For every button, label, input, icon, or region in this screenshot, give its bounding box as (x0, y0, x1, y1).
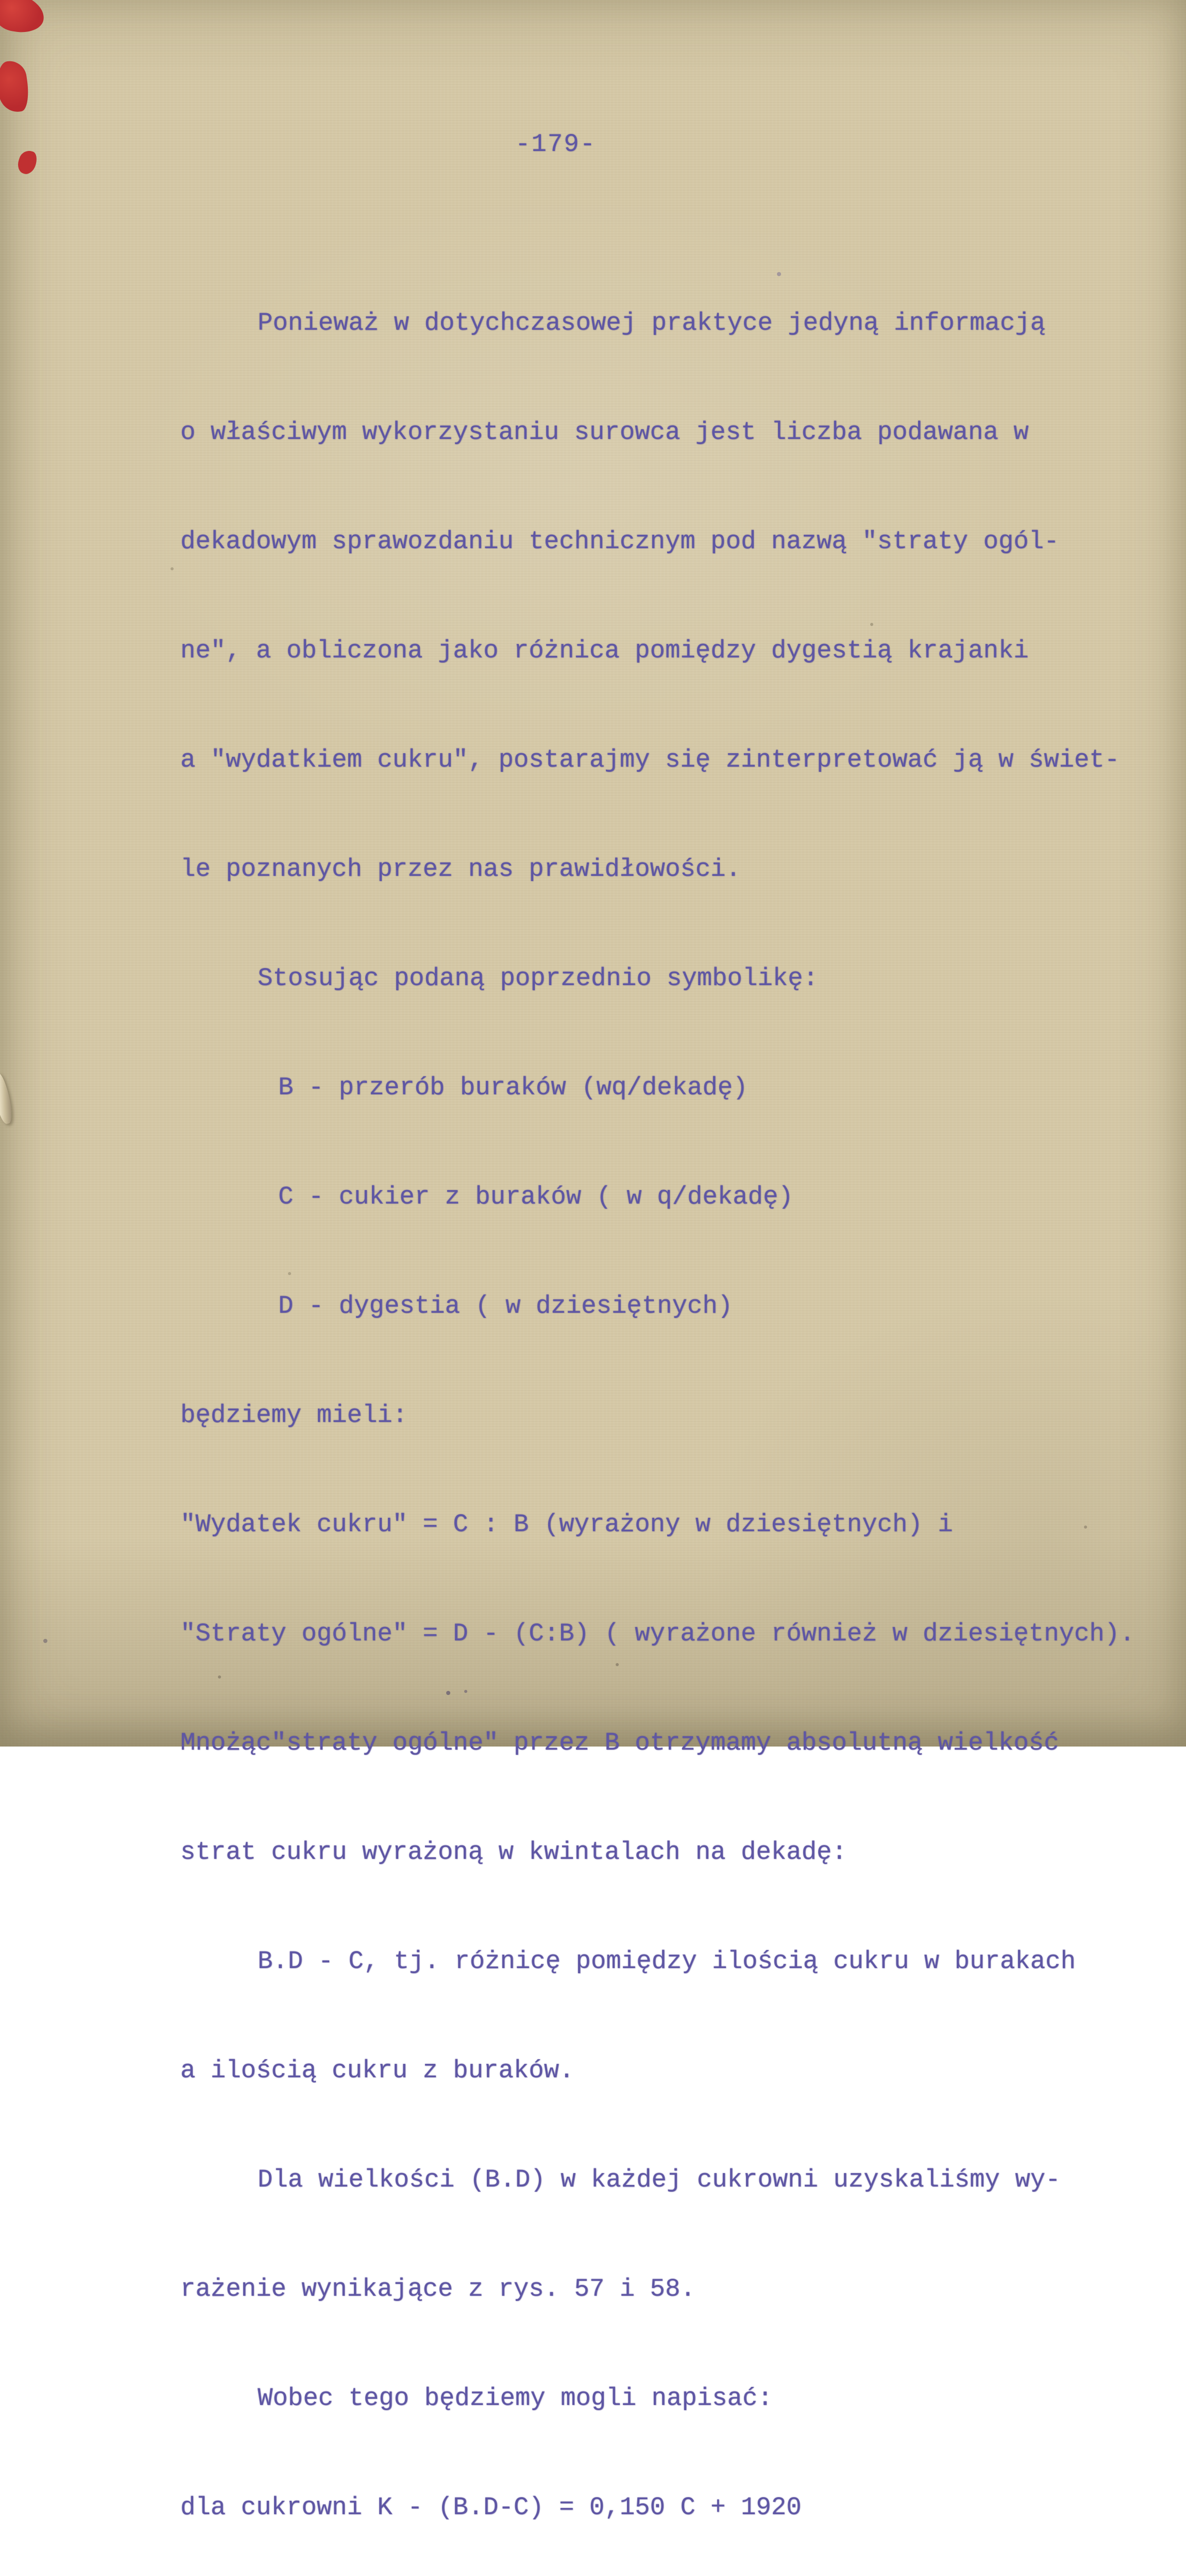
text-line: a ilością cukru z buraków. (180, 2045, 1186, 2096)
text-line: rażenie wynikające z rys. 57 i 58. (180, 2263, 1186, 2315)
symbol-definition-line: D - dygestia ( w dziesiętnych) (180, 1280, 1186, 1332)
text-line: Ponieważ w dotychczasowej praktyce jedyną informacją (180, 297, 1186, 349)
paper-specks (0, 0, 2, 2)
text-line: Stosując podaną poprzednio symbolikę: (180, 953, 1186, 1004)
symbol-definition-line: C - cukier z buraków ( w q/dekadę) (180, 1171, 1186, 1223)
formula-line: "Wydatek cukru" = C : B (wyrażony w dziesiętnych) i (180, 1499, 1186, 1550)
text-line: strat cukru wyrażoną w kwintalach na dekadę: (180, 1826, 1186, 1878)
typewritten-text (180, 240, 1186, 2576)
symbol-definition-line: B - przerób buraków (wq/dekadę) (180, 1062, 1186, 1113)
page-number: -179- (515, 130, 596, 159)
text-line: dekadowym sprawozdaniu technicznym pod nazwą "straty ogól- (180, 516, 1186, 567)
text-line: będziemy mieli: (180, 1389, 1186, 1441)
red-ink-smudge-middle (0, 59, 31, 114)
text-line: le poznanych przez nas prawidłowości. (180, 843, 1186, 895)
red-ink-smudge-top (0, 0, 47, 36)
text-line: ne", a obliczona jako różnica pomiędzy dygestią krajanki (180, 625, 1186, 676)
red-ink-smudge-small (15, 148, 40, 176)
paper-crease-mark (0, 1072, 14, 1125)
formula-line: B.D - C, tj. różnicę pomiędzy ilością cukru w burakach (180, 1936, 1186, 1987)
formula-line: "Straty ogólne" = D - (C:B) ( wyrażone również w dziesiętnych). (180, 1608, 1186, 1659)
text-line: Mnożąc"straty ogólne" przez B otrzymamy absolutną wielkość (180, 1717, 1186, 1769)
formula-line: dla cukrowni K - (B.D-C) = 0,150 C + 1920 (180, 2482, 1186, 2533)
text-line: a "wydatkiem cukru", postarajmy się zinterpretować ją w świet- (180, 734, 1186, 786)
text-line: o właściwym wykorzystaniu surowca jest liczba podawana w (180, 406, 1186, 458)
text-line: Wobec tego będziemy mogli napisać: (180, 2372, 1186, 2424)
text-line: Dla wielkości (B.D) w każdej cukrowni uzyskaliśmy wy- (180, 2154, 1186, 2206)
